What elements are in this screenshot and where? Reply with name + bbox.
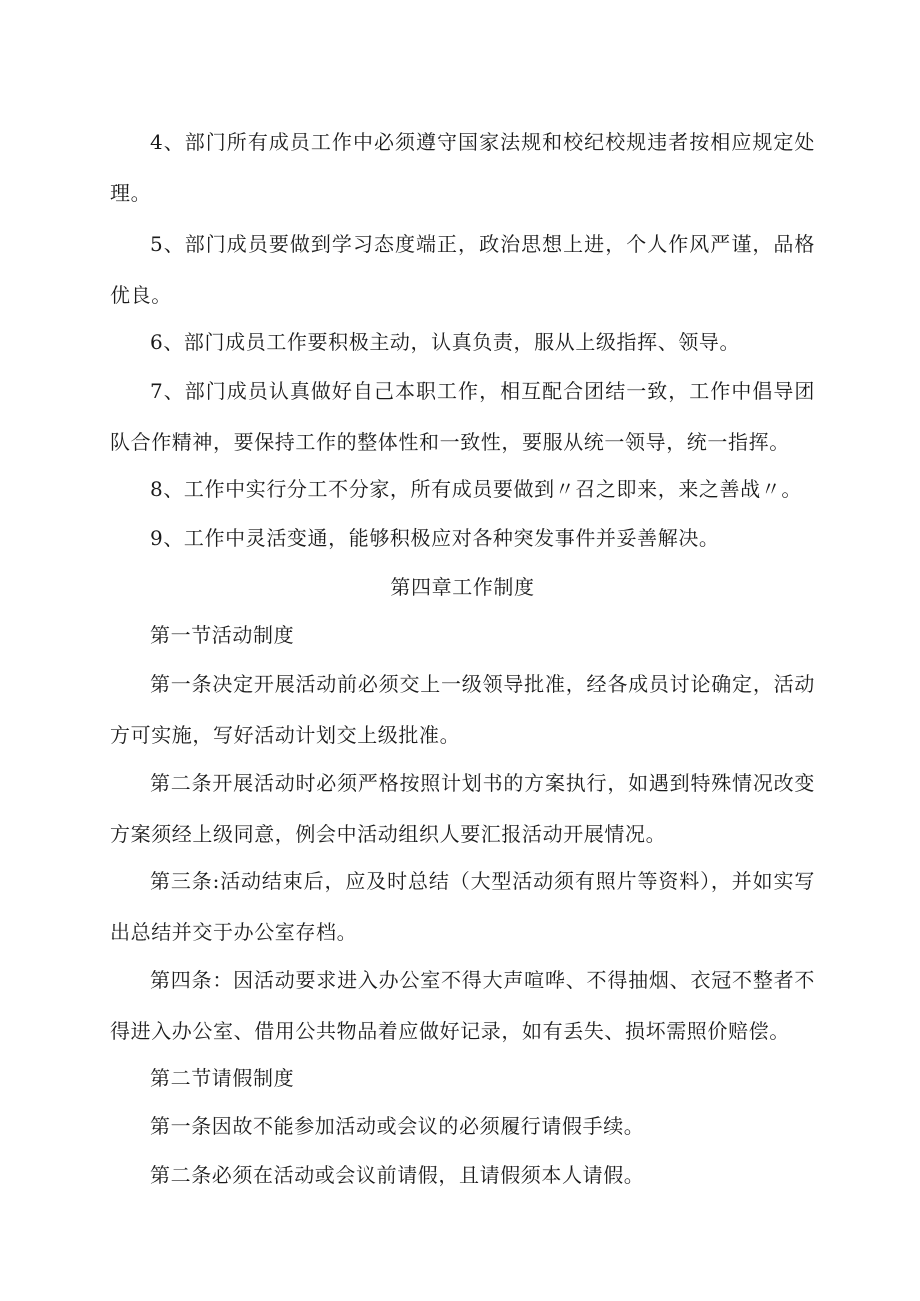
paragraph-rule-8: 8、工作中实行分工不分家，所有成员要做到〃召之即来，来之善战〃。 bbox=[150, 477, 802, 501]
activity-article-1: 第一条决定开展活动前必须交上一级领导批准，经各成员讨论确定，活动方可实施，写好活动计划交上级批准。 bbox=[110, 672, 815, 747]
leave-article-2: 第二条必须在活动或会议前请假，且请假须本人请假。 bbox=[150, 1163, 645, 1187]
paragraph-rule-5: 5、部门成员要做到学习态度端正，政治思想上进，个人作风严谨，品格优良。 bbox=[110, 232, 815, 307]
chapter-heading: 第四章工作制度 bbox=[390, 575, 535, 599]
paragraph-rule-9: 9、工作中灵活变通，能够积极应对各种突发事件并妥善解决。 bbox=[150, 526, 720, 550]
activity-article-3: 第三条:活动结束后，应及时总结（大型活动须有照片等资料），并如实写出总结并交于办公室存档。 bbox=[110, 869, 815, 944]
section-title-activity: 第一节活动制度 bbox=[150, 623, 295, 647]
section-title-leave: 第二节请假制度 bbox=[150, 1066, 295, 1090]
paragraph-rule-7: 7、部门成员认真做好自己本职工作，相互配合团结一致，工作中倡导团队合作精神，要保持工作的整体性和一致性，要服从统一领导，统一指挥。 bbox=[110, 379, 815, 454]
paragraph-rule-4: 4、部门所有成员工作中必须遵守国家法规和校纪校规违者按相应规定处理。 bbox=[110, 130, 815, 205]
activity-article-4: 第四条：因活动要求进入办公室不得大声喧哗、不得抽烟、衣冠不整者不得进入办公室、借用公共物品着应做好记录，如有丢失、损坏需照价赔偿。 bbox=[110, 968, 815, 1043]
leave-article-1: 第一条因故不能参加活动或会议的必须履行请假手续。 bbox=[150, 1114, 645, 1138]
activity-article-2: 第二条开展活动时必须严格按照计划书的方案执行，如遇到特殊情况改变方案须经上级同意，例会中活动组织人要汇报活动开展情况。 bbox=[110, 771, 815, 846]
paragraph-rule-6: 6、部门成员工作要积极主动，认真负责，服从上级指挥、领导。 bbox=[150, 330, 741, 354]
